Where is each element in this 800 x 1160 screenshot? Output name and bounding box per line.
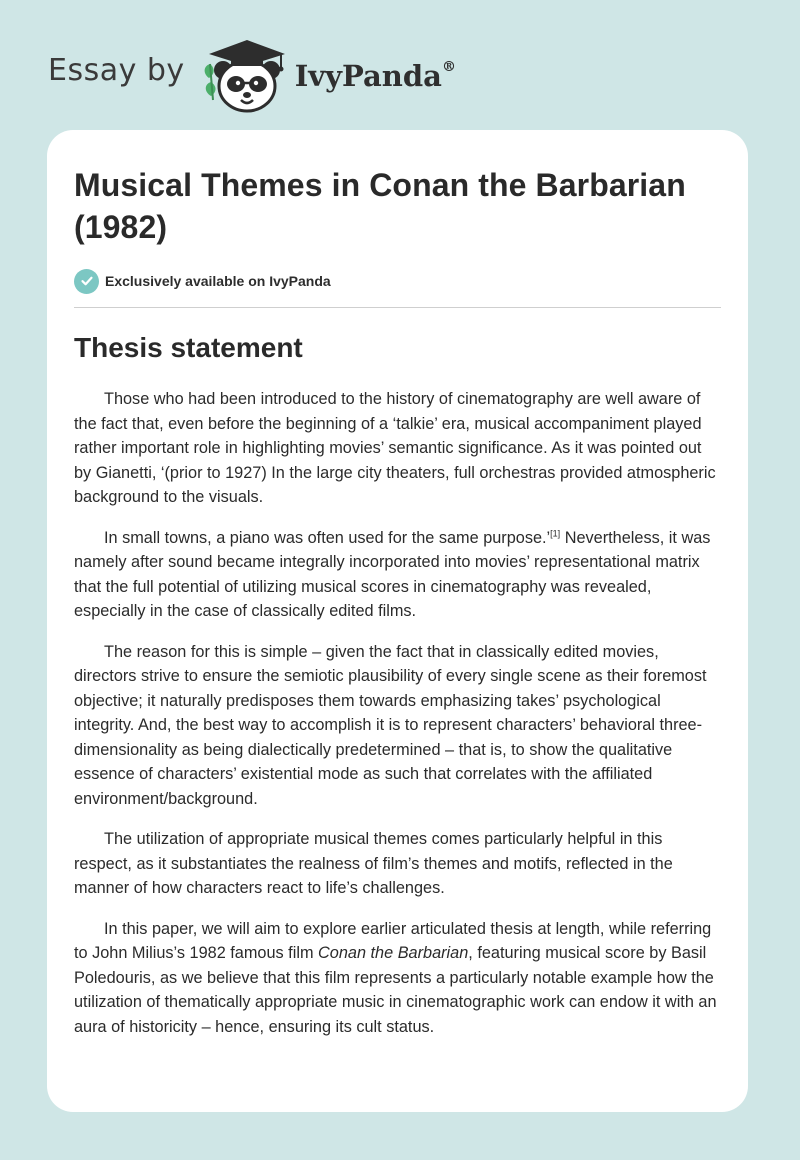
section-heading: Thesis statement [74, 332, 303, 363]
paragraph-2-text-a: In small towns, a piano was often used for the same purpose.’ [104, 528, 551, 547]
paragraph-5 [74, 917, 721, 1040]
exclusive-text: Exclusively available on IvyPanda [105, 273, 331, 289]
exclusive-badge [74, 268, 721, 294]
paragraph-4: The utilization of appropriate musical themes comes particularly helpful in this respect, as it substantiates the realness of film’s themes and motifs, reflected in the manner of how characters react to life’s challenges. [74, 830, 673, 897]
paragraph-5-text-b: , featuring musical score by Basil Poledouris, as we believe that this film represents a particularly notable example how the utilization of thematically appropriate music in cinematographic work can endow it with an aura of historicity – hence, ensuring its cult status. [74, 944, 717, 1036]
paragraph-5-text-a: In this paper, we will aim to explore earlier articulated thesis at length, while referring to John Milius’s 1982 famous film [74, 919, 712, 962]
essay-by-label: Essay by [48, 52, 185, 88]
brand-name[interactable] [295, 59, 456, 93]
paragraph-2-text-b: Nevertheless, it was namely after sound became integrally incorporated into movies’ representational matrix that the full potential of utilizing musical scores in cinematography was revealed, especially in the case of classically edited films. [74, 528, 711, 620]
site-header [48, 34, 456, 114]
registered-mark: ® [441, 59, 456, 76]
panda-mascot-icon[interactable] [201, 34, 293, 114]
check-circle-icon [74, 269, 99, 294]
footnote-link[interactable]: [1] [550, 528, 561, 539]
paragraph-1: Those who had been introduced to the history of cinematography are well aware of the fact that, even before the beginning of a ‘talkie’ era, musical accompaniment played rather important role in highlighting movies’ semantic significance. As it was pointed out by Gianetti, ‘(prior to 1927) In the large city theaters, full orchestras provided atmospheric background to the visuals. [74, 390, 716, 506]
article-card [47, 130, 748, 1112]
article-body [74, 387, 721, 1039]
film-title-italic: Conan the Barbarian [318, 944, 469, 962]
paragraph-2 [74, 526, 721, 624]
divider [74, 307, 721, 308]
brand-label[interactable]: IvyPanda [294, 59, 442, 93]
paragraph-3: The reason for this is simple – given the fact that in classically edited movies, directors strive to ensure the semiotic plausibility of every single scene as their foremost objective; it naturally predisposes them towards emphasizing takes’ psychological integrity. And, the best way to accomplish it is to represent characters’ behavioral three-dimensionality as being dialectically predetermined – that is, to show the qualitative essence of characters’ existential mode as such that correlates with the affiliated environment/background. [74, 642, 707, 808]
article-title: Musical Themes in Conan the Barbarian (1982) [74, 167, 686, 245]
